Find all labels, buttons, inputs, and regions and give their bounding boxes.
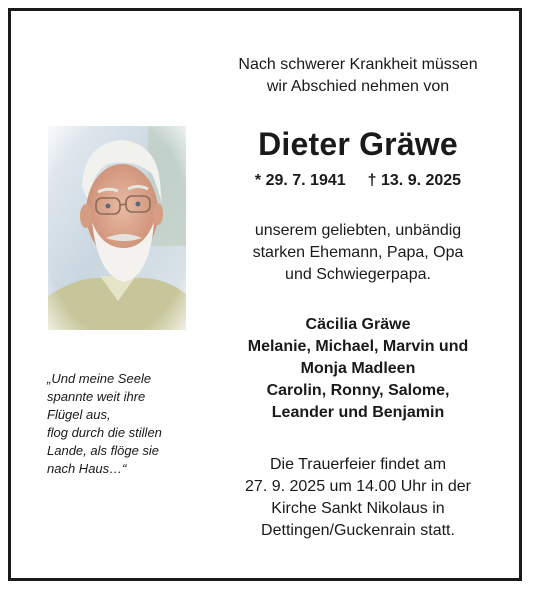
- description-text: [200, 220, 516, 286]
- family-line: Cäcilia Gräwe: [305, 316, 411, 333]
- funeral-line: Dettingen/Guckenrain statt.: [261, 522, 455, 539]
- birth-date: * 29. 7. 1941: [254, 172, 346, 189]
- funeral-line: Die Trauerfeier findet am: [269, 456, 447, 473]
- death-date: † 13. 9. 2025: [367, 172, 462, 189]
- quote-line: Lande, als flöge sie: [47, 443, 160, 458]
- family-names: [200, 314, 516, 424]
- description-line: starken Ehemann, Papa, Opa: [252, 244, 464, 261]
- family-line: Melanie, Michael, Marvin und: [247, 338, 469, 355]
- quote-line: flog durch die stillen: [47, 425, 162, 440]
- family-line: Leander und Benjamin: [271, 404, 445, 421]
- poem-quote: [47, 370, 197, 478]
- portrait-photo: [48, 126, 186, 330]
- description-line: und Schwiegerpapa.: [285, 266, 431, 283]
- quote-line: nach Haus…“: [47, 461, 127, 476]
- intro-text: [200, 54, 516, 98]
- funeral-info: [200, 454, 516, 542]
- intro-line: Nach schwerer Krankheit müssen: [238, 56, 478, 73]
- intro-line: wir Abschied nehmen von: [266, 78, 450, 95]
- family-line: Carolin, Ronny, Salome,: [266, 382, 450, 399]
- deceased-name: Dieter Gräwe: [258, 126, 458, 162]
- quote-line: Flügel aus,: [47, 407, 111, 422]
- quote-line: spannte weit ihre: [47, 389, 146, 404]
- description-line: unserem geliebten, unbändig: [254, 222, 462, 239]
- funeral-line: Kirche Sankt Nikolaus in: [271, 500, 445, 517]
- family-line: Monja Madleen: [300, 360, 416, 377]
- life-dates: [200, 170, 516, 192]
- funeral-line: 27. 9. 2025 um 14.00 Uhr in der: [245, 478, 471, 495]
- quote-line: „Und meine Seele: [47, 371, 152, 386]
